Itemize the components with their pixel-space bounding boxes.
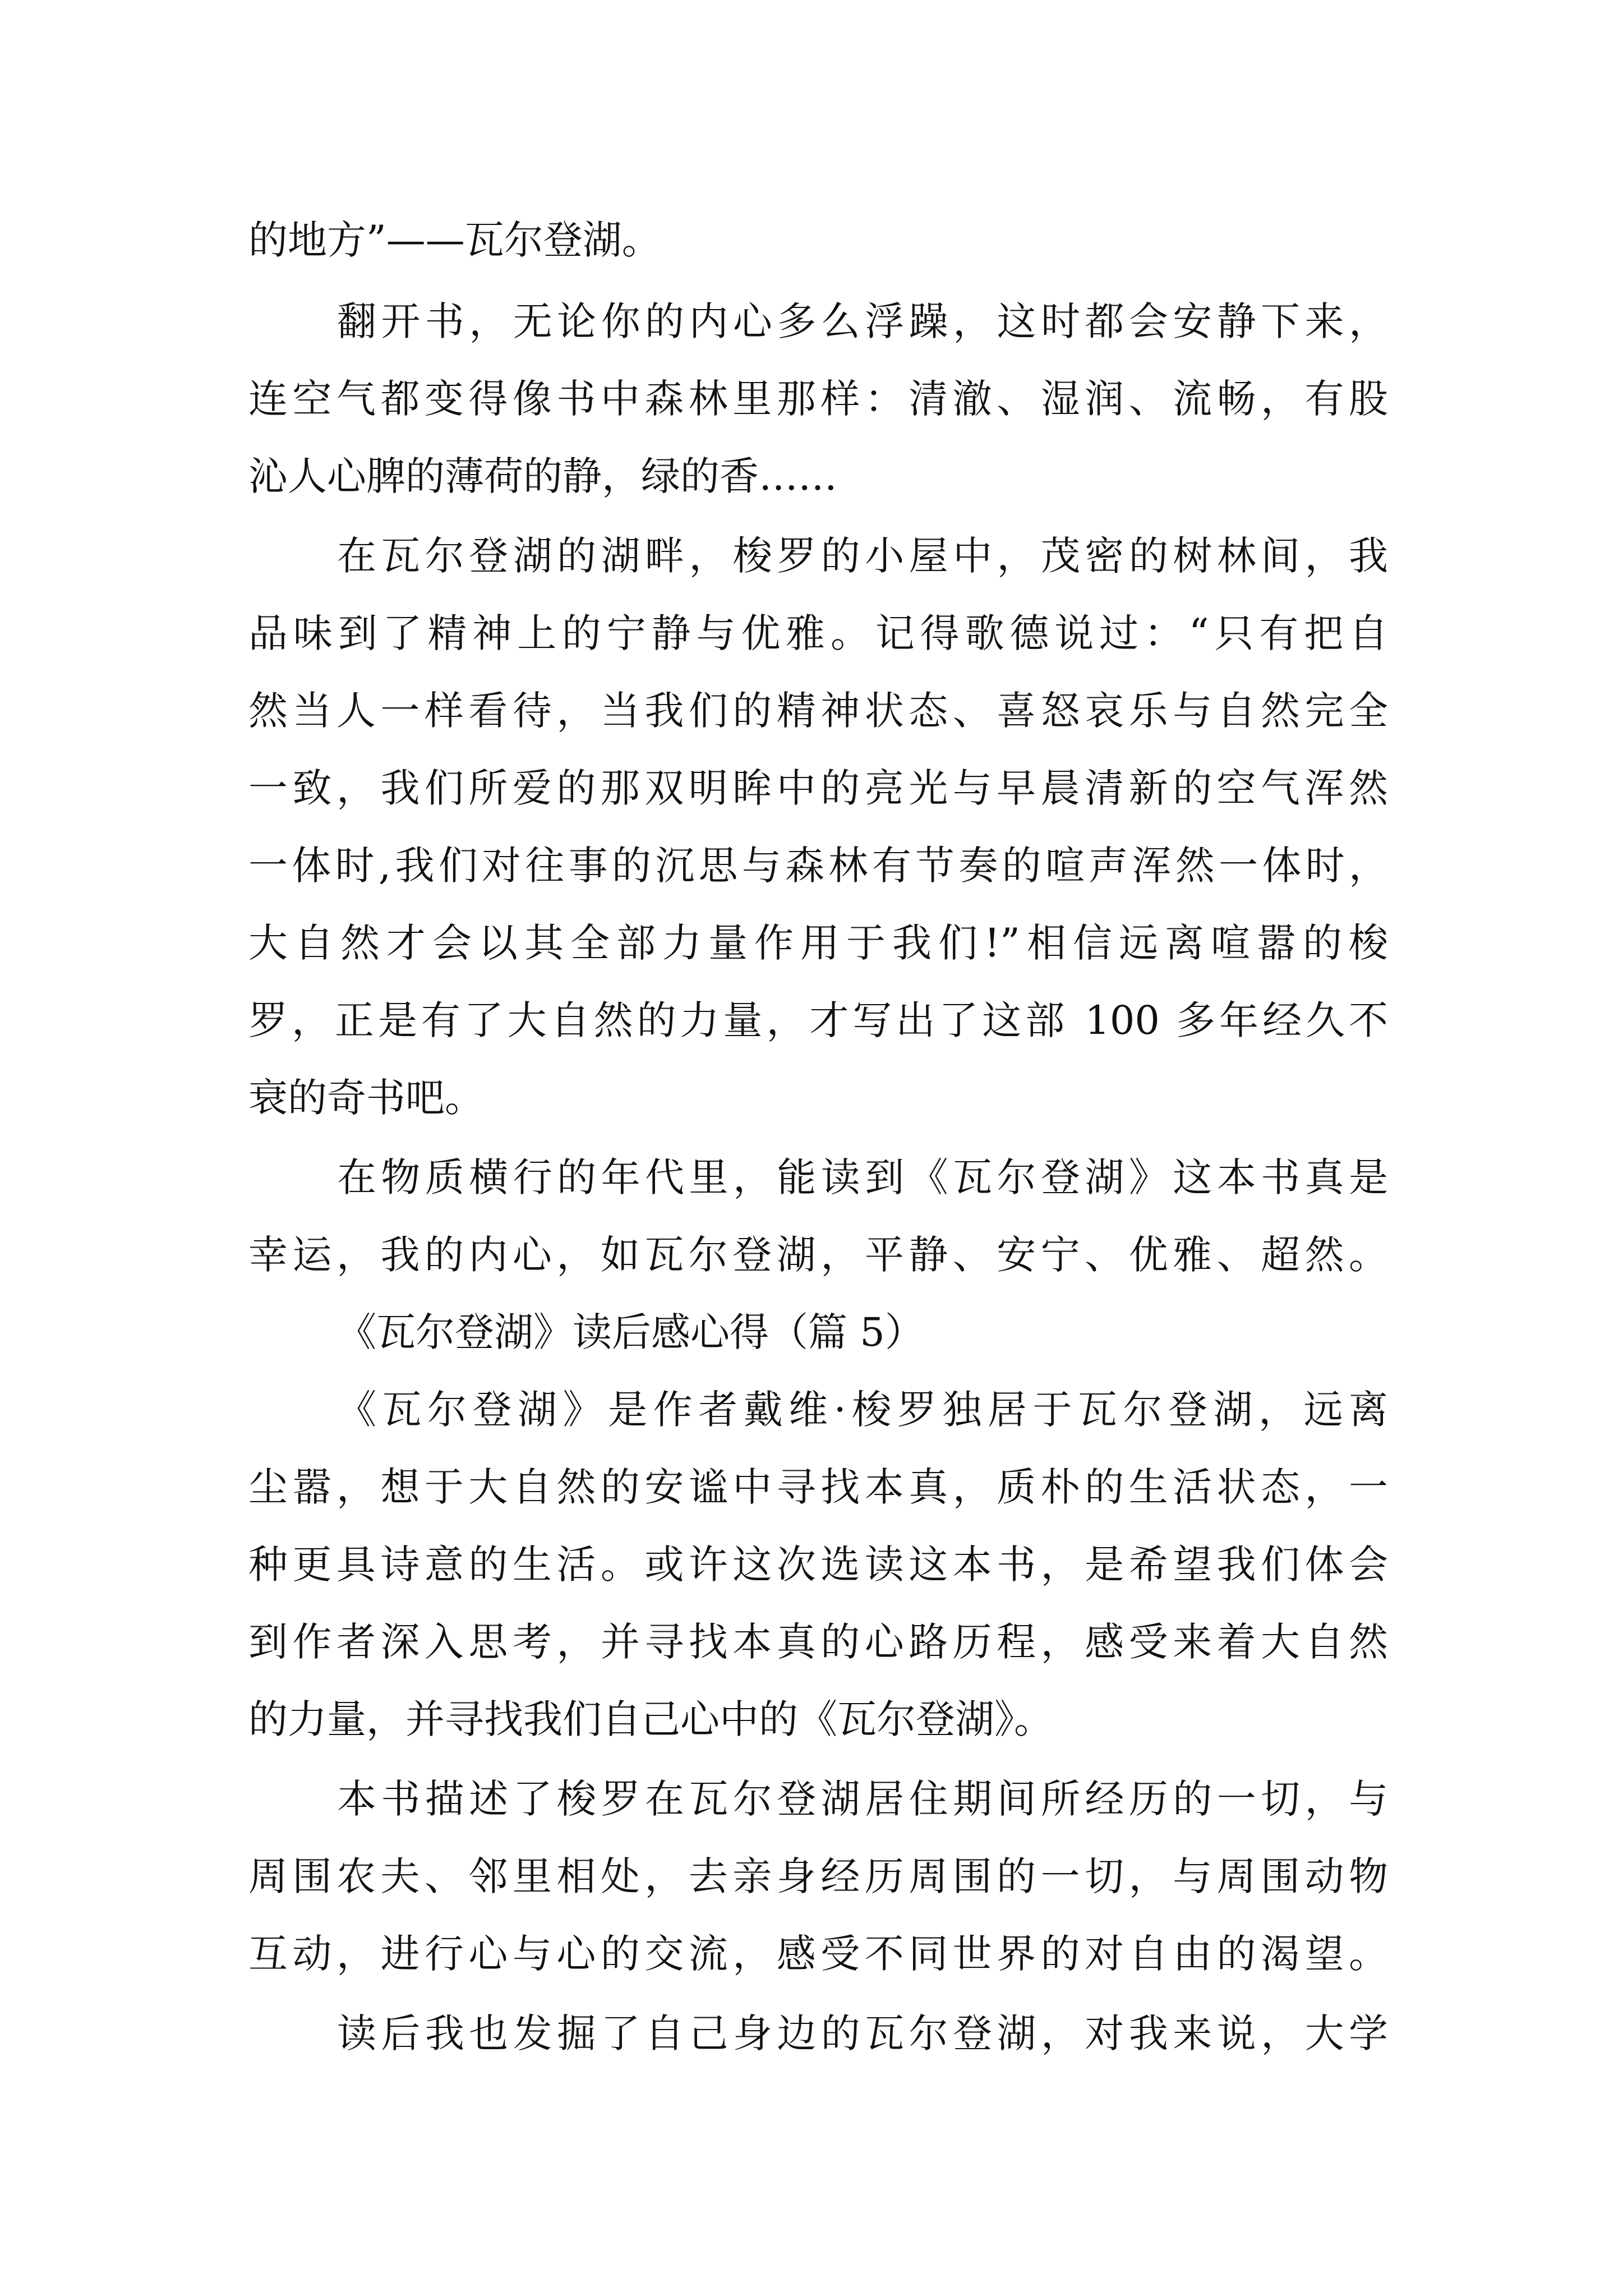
paragraph-line: 幸运，我的内心，如瓦尔登湖，平静、安宁、优雅、超然。 [248, 1232, 1388, 1278]
paragraph-line: 在物质横行的年代里，能读到《瓦尔登湖》这本书真是 [337, 1154, 1388, 1200]
paragraph-line: 在瓦尔登湖的湖畔，梭罗的小屋中，茂密的树林间，我 [337, 533, 1388, 579]
paragraph-line: 沁人心脾的薄荷的静，绿的香…… [248, 453, 837, 499]
paragraph-line: 《瓦尔登湖》是作者戴维·梭罗独居于瓦尔登湖，远离 [337, 1387, 1388, 1433]
paragraph-line: 翻开书，无论你的内心多么浮躁，这时都会安静下来， [337, 298, 1388, 344]
paragraph-line: 的地方”——瓦尔登湖。 [248, 217, 661, 263]
paragraph-line: 然当人一样看待，当我们的精神状态、喜怒哀乐与自然完全 [248, 688, 1388, 734]
paragraph-line: 到作者深入思考，并寻找本真的心路历程，感受来着大自然 [248, 1619, 1388, 1665]
paragraph-line: 品味到了精神上的宁静与优雅。记得歌德说过：“只有把自 [248, 610, 1388, 656]
paragraph-line: 本书描述了梭罗在瓦尔登湖居住期间所经历的一切，与 [337, 1776, 1388, 1822]
paragraph-line: 周围农夫、邻里相处，去亲身经历周围的一切，与周围动物 [248, 1853, 1388, 1899]
paragraph-line: 一体时,我们对往事的沉思与森林有节奏的喧声浑然一体时， [248, 843, 1388, 889]
paragraph-line: 的力量，并寻找我们自己心中的《瓦尔登湖》。 [248, 1696, 1053, 1742]
paragraph-line: 衰的奇书吧。 [248, 1075, 484, 1121]
paragraph-line: 大自然才会以其全部力量作用于我们!”相信远离喧嚣的梭 [248, 920, 1388, 966]
paragraph-line: 互动，进行心与心的交流，感受不同世界的对自由的渴望。 [248, 1931, 1388, 1977]
paragraph-line: 连空气都变得像书中森林里那样：清澈、湿润、流畅，有股 [248, 376, 1388, 422]
paragraph-line: 种更具诗意的生活。或许这次选读这本书，是希望我们体会 [248, 1542, 1388, 1588]
paragraph-line: 一致，我们所爱的那双明眸中的亮光与早晨清新的空气浑然 [248, 765, 1388, 811]
section-heading: 《瓦尔登湖》读后感心得（篇 5） [337, 1309, 924, 1355]
paragraph-line: 读后我也发掘了自己身边的瓦尔登湖，对我来说，大学 [337, 2010, 1388, 2056]
paragraph-line: 罗，正是有了大自然的力量，才写出了这部 100 多年经久不 [248, 997, 1388, 1043]
paragraph-line: 尘嚣，想于大自然的安谧中寻找本真，质朴的生活状态，一 [248, 1464, 1388, 1510]
